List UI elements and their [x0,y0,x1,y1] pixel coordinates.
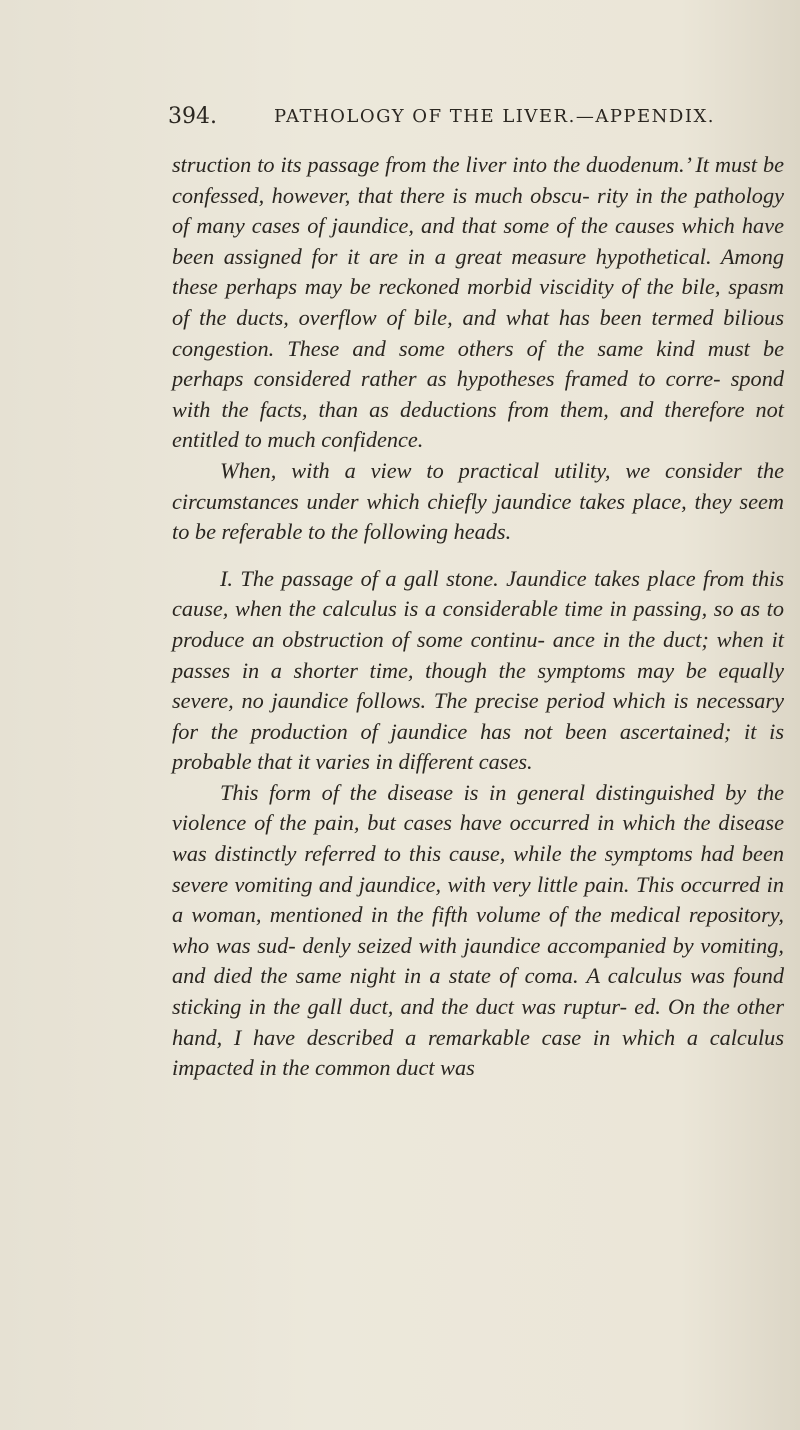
body-text [172,150,784,1084]
paragraph-gall-stone: I. The passage of a gall stone. Jaundice takes place from this cause, when the calculus is a considerable time in passing, so as to produce an obstruction of some continu- ance in the duct; when it passes in a shorter time, though the symptoms may be equally severe, no jaundice follows. The precise period which is necessary for the production of jaundice has not been ascertained; it is probable that it varies in different cases. [172,565,784,775]
paragraph-disease-form: This form of the disease is in general distinguished by the violence of the pain, but cases have occurred in which the disease was distinctly referred to this cause, while the symptoms had been severe vomiting and jaundice, with very little pain. This occurred in a woman, mentioned in the fifth volume of the medical repository, who was sud- denly seized with jaundice accompanied by vomiting, and died the same night in a state of coma. A calculus was found sticking in the gall duct, and the duct was ruptur- ed. On the other hand, I have described a remarkable case in which a calculus impacted in the common duct was [172,779,784,1081]
page-number: 394. [168,104,217,129]
running-head [168,104,760,138]
running-title: PATHOLOGY OF THE LIVER.—APPENDIX. [274,106,716,127]
paragraph-continuation: struction to its passage from the liver into the duodenum.’ It must be confessed, however, that there is much obscu- rity in the pathology of many cases of jaundice, and that some of the causes which have been assigned for it are in a great measure hypothetical. Among these perhaps may be reckoned morbid viscidity of the bile, spasm of the ducts, overflow of bile, and what has been termed bilious congestion. These and some others of the same kind must be perhaps considered rather as hypotheses framed to corre- spond with the facts, than as deductions from them, and therefore not entitled to much confidence. [172,152,784,453]
paragraph-practical-utility: When, with a view to practical utility, we consider the circumstances under which chiefly jaundice takes place, they seem to be referable to the following heads. [172,457,784,545]
